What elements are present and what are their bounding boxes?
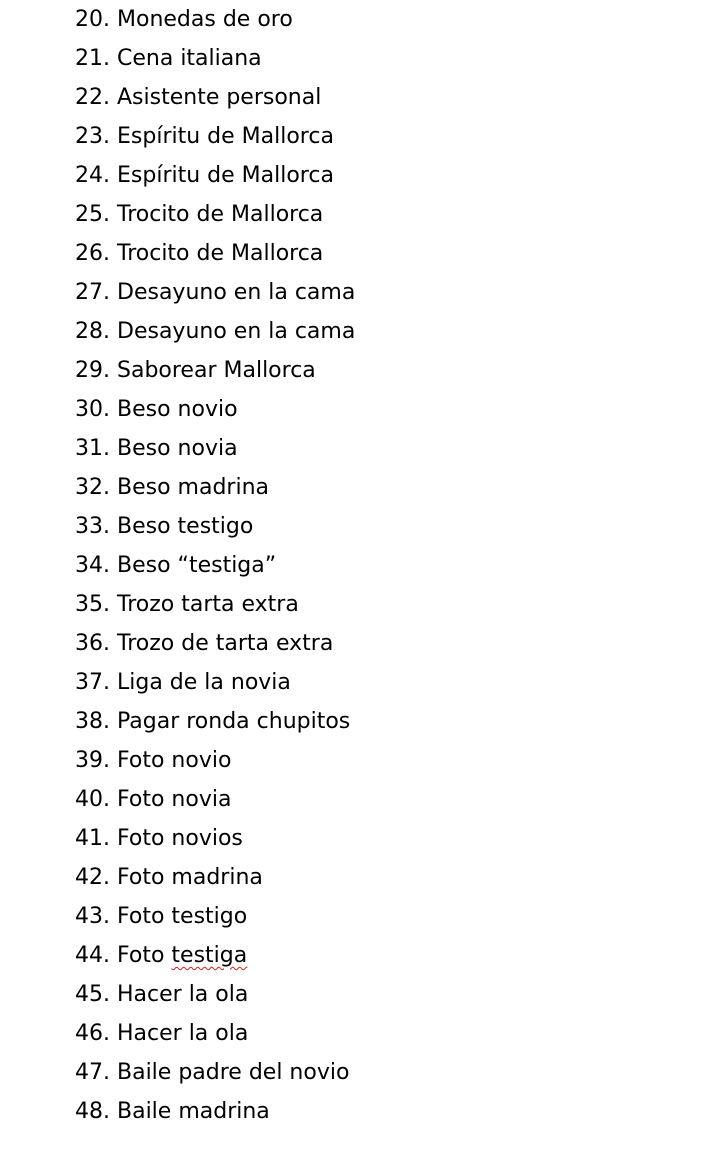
item-text: Espíritu de Mallorca bbox=[117, 124, 334, 149]
item-text: Desayuno en la cama bbox=[117, 319, 356, 344]
item-text: Foto novia bbox=[117, 787, 232, 812]
list-item bbox=[75, 314, 355, 353]
item-number: 25. bbox=[75, 202, 110, 227]
item-text: Beso novia bbox=[117, 436, 238, 461]
item-text: Foto testigo bbox=[117, 904, 248, 929]
list-item bbox=[75, 548, 355, 587]
item-number: 36. bbox=[75, 631, 110, 656]
item-text: Desayuno en la cama bbox=[117, 280, 356, 305]
item-number: 21. bbox=[75, 46, 110, 71]
item-text: Hacer la ola bbox=[117, 1021, 249, 1046]
item-number: 31. bbox=[75, 436, 110, 461]
list-item bbox=[75, 704, 355, 743]
list-item bbox=[75, 353, 355, 392]
item-text: Trocito de Mallorca bbox=[117, 202, 324, 227]
item-text: Beso madrina bbox=[117, 475, 270, 500]
item-number: 41. bbox=[75, 826, 110, 851]
list-item bbox=[75, 275, 355, 314]
list-item bbox=[75, 860, 355, 899]
item-number: 42. bbox=[75, 865, 110, 890]
item-text: Baile padre del novio bbox=[117, 1060, 350, 1085]
list-item bbox=[75, 1094, 355, 1133]
item-number: 30. bbox=[75, 397, 110, 422]
item-text: Foto madrina bbox=[117, 865, 263, 890]
item-number: 45. bbox=[75, 982, 110, 1007]
list-item bbox=[75, 587, 355, 626]
list-item bbox=[75, 977, 355, 1016]
item-number: 20. bbox=[75, 7, 110, 32]
item-number: 39. bbox=[75, 748, 110, 773]
list-item bbox=[75, 392, 355, 431]
item-text: Beso novio bbox=[117, 397, 238, 422]
item-text: Hacer la ola bbox=[117, 982, 249, 1007]
item-number: 48. bbox=[75, 1099, 110, 1124]
item-text: Trozo tarta extra bbox=[117, 592, 299, 617]
item-number: 44. bbox=[75, 943, 110, 968]
item-number: 32. bbox=[75, 475, 110, 500]
list-item bbox=[75, 2, 355, 41]
item-number: 46. bbox=[75, 1021, 110, 1046]
item-text: Pagar ronda chupitos bbox=[117, 709, 351, 734]
item-text: Foto novios bbox=[117, 826, 243, 851]
item-number: 40. bbox=[75, 787, 110, 812]
list-item bbox=[75, 41, 355, 80]
list-item bbox=[75, 80, 355, 119]
item-text: Cena italiana bbox=[117, 46, 262, 71]
list-item bbox=[75, 158, 355, 197]
item-number: 33. bbox=[75, 514, 110, 539]
list-item bbox=[75, 509, 355, 548]
item-number: 24. bbox=[75, 163, 110, 188]
item-text: Espíritu de Mallorca bbox=[117, 163, 334, 188]
list-item bbox=[75, 119, 355, 158]
item-number: 22. bbox=[75, 85, 110, 110]
item-number: 27. bbox=[75, 280, 110, 305]
list-item bbox=[75, 236, 355, 275]
item-number: 28. bbox=[75, 319, 110, 344]
item-text: Liga de la novia bbox=[117, 670, 291, 695]
list-item bbox=[75, 899, 355, 938]
list-item bbox=[75, 626, 355, 665]
list-item bbox=[75, 665, 355, 704]
item-text: Monedas de oro bbox=[117, 7, 293, 32]
list-item bbox=[75, 197, 355, 236]
item-text: Trozo de tarta extra bbox=[117, 631, 334, 656]
item-number: 38. bbox=[75, 709, 110, 734]
item-text: Beso “testiga” bbox=[117, 553, 277, 578]
spellcheck-flagged-word: testiga bbox=[171, 943, 248, 968]
list-item bbox=[75, 1055, 355, 1094]
item-number: 35. bbox=[75, 592, 110, 617]
item-text: Trocito de Mallorca bbox=[117, 241, 324, 266]
item-number: 34. bbox=[75, 553, 110, 578]
list-item bbox=[75, 938, 355, 977]
list-item bbox=[75, 1016, 355, 1055]
item-text: Beso testigo bbox=[117, 514, 254, 539]
item-text: Baile madrina bbox=[117, 1099, 270, 1124]
item-text: Saborear Mallorca bbox=[117, 358, 316, 383]
item-text: Asistente personal bbox=[117, 85, 322, 110]
item-text: Foto novio bbox=[117, 748, 232, 773]
item-number: 26. bbox=[75, 241, 110, 266]
item-number: 23. bbox=[75, 124, 110, 149]
list-item bbox=[75, 782, 355, 821]
item-number: 29. bbox=[75, 358, 110, 383]
item-text: Foto bbox=[117, 943, 172, 968]
list-item bbox=[75, 470, 355, 509]
numbered-list bbox=[75, 2, 355, 1133]
list-item bbox=[75, 743, 355, 782]
item-number: 37. bbox=[75, 670, 110, 695]
list-item bbox=[75, 431, 355, 470]
list-item bbox=[75, 821, 355, 860]
item-number: 43. bbox=[75, 904, 110, 929]
item-number: 47. bbox=[75, 1060, 110, 1085]
